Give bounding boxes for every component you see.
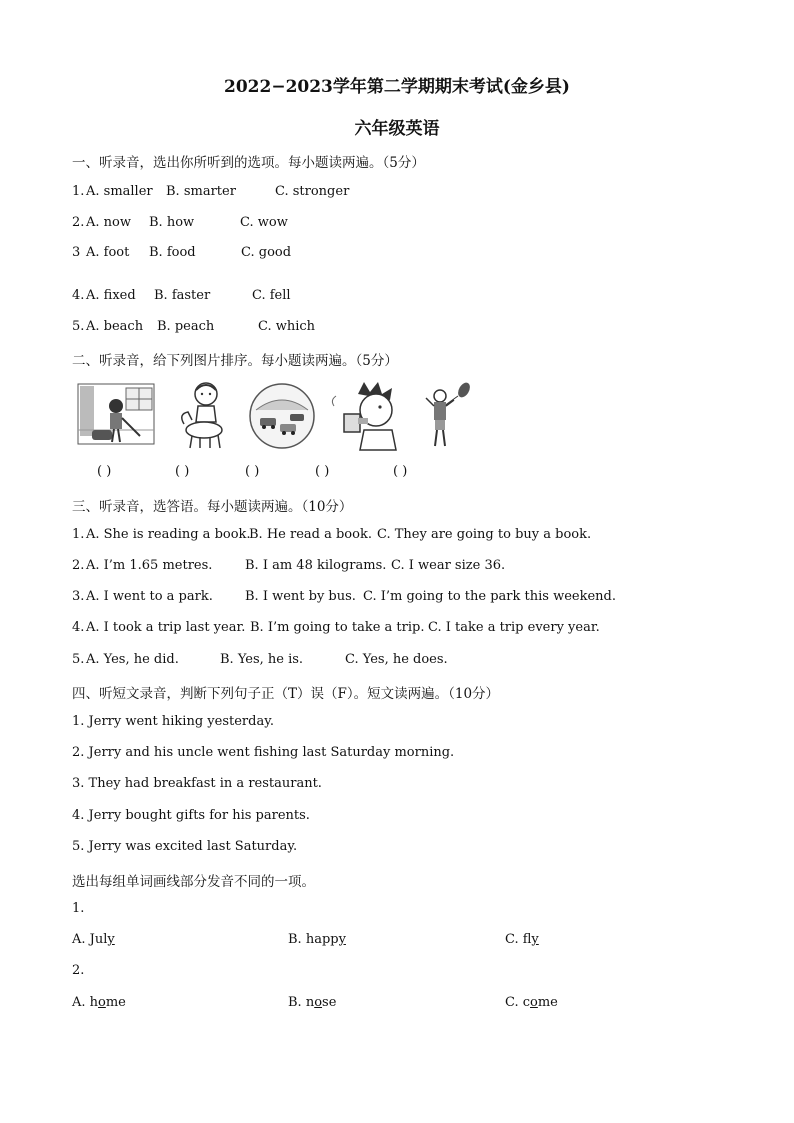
option-c: C. I’m going to the park this weekend. [363, 589, 616, 604]
cars-racing-picture [246, 380, 318, 452]
statement-2: 2. Jerry and his uncle went fishing last Saturday morning. [72, 745, 455, 760]
statement-3: 3. They had breakfast in a restaurant. [72, 776, 322, 791]
question-number: 5. [72, 652, 85, 667]
statement-1: 1. Jerry went hiking yesterday. [72, 714, 274, 729]
option-b: B. Yes, he is. [220, 652, 304, 667]
page-title: 2022−2023学年第二学期期末考试(金乡县) [224, 77, 570, 97]
option-a: A. July [72, 932, 115, 947]
girl-cleaning-floor-picture [76, 380, 158, 452]
option-a: A. I’m 1.65 metres. [86, 558, 213, 573]
boy-with-kite-picture [420, 380, 476, 452]
option-c: C. fly [505, 932, 539, 947]
option-a: A. beach [86, 319, 144, 334]
section-5-heading: 选出每组单词画线部分发音不同的一项。 [72, 874, 315, 890]
option-b: B. He read a book. [249, 527, 372, 542]
statement-4: 4. Jerry bought gifts for his parents. [72, 808, 310, 823]
option-c: C. wow [240, 215, 288, 230]
option-a: A. now [86, 215, 131, 230]
question-number: 3. [72, 589, 85, 604]
option-a: A. foot [86, 245, 130, 260]
option-c: C. Yes, he does. [345, 652, 448, 667]
question-number: 3 [72, 245, 81, 260]
pron-question-2-number: 2. [72, 963, 85, 978]
question-number: 5. [72, 319, 85, 334]
section-4-heading: 四、听短文录音，判断下列句子正（T）误（F）。短文读两遍。（10分） [72, 686, 500, 702]
option-c: C. They are going to buy a book. [377, 527, 592, 542]
section-2-heading: 二、听录音，给下列图片排序。每小题读两遍。（5分） [72, 353, 398, 369]
option-c: C. come [505, 995, 558, 1010]
option-b: B. peach [157, 319, 215, 334]
answer-paren-2[interactable]: ( ) [175, 464, 190, 479]
page-subtitle: 六年级英语 [354, 119, 440, 139]
option-b: B. how [149, 215, 195, 230]
pron-question-1-number: 1. [72, 901, 85, 916]
option-a: A. fixed [86, 288, 136, 303]
option-c: C. I wear size 36. [391, 558, 506, 573]
option-a: A. She is reading a book. [86, 527, 251, 542]
option-a: A. I took a trip last year. [86, 620, 246, 635]
answer-paren-3[interactable]: ( ) [245, 464, 260, 479]
option-c: C. good [241, 245, 292, 260]
boy-drinking-picture [328, 380, 408, 452]
option-c: C. stronger [275, 184, 350, 199]
statement-5: 5. Jerry was excited last Saturday. [72, 839, 298, 854]
option-b: B. I’m going to take a trip. [250, 620, 425, 635]
answer-paren-5[interactable]: ( ) [393, 464, 408, 479]
option-b: B. smarter [166, 184, 236, 199]
section-3-heading: 三、听录音，选答语。每小题读两遍。（10分） [72, 499, 353, 515]
question-number: 4. [72, 288, 85, 303]
option-b: B. faster [154, 288, 211, 303]
option-a: A. smaller [86, 184, 153, 199]
option-b: B. I went by bus. [245, 589, 356, 604]
option-b: B. I am 48 kilograms. [245, 558, 387, 573]
question-number: 4. [72, 620, 85, 635]
option-c: C. I take a trip every year. [428, 620, 600, 635]
option-b: B. happy [288, 932, 346, 947]
option-a: A. Yes, he did. [86, 652, 179, 667]
answer-paren-4[interactable]: ( ) [315, 464, 330, 479]
option-b: B. food [149, 245, 196, 260]
option-c: C. fell [252, 288, 291, 303]
question-number: 1. [72, 184, 85, 199]
option-a: A. I went to a park. [86, 589, 213, 604]
answer-paren-1[interactable]: ( ) [97, 464, 112, 479]
option-c: C. which [258, 319, 316, 334]
question-number: 1. [72, 527, 85, 542]
option-a: A. home [72, 995, 126, 1010]
option-b: B. nose [288, 995, 337, 1010]
girl-riding-toy-horse-picture [170, 380, 236, 452]
question-number: 2. [72, 558, 85, 573]
question-number: 2. [72, 215, 85, 230]
section-1-heading: 一、听录音，选出你所听到的选项。每小题读两遍。（5分） [72, 155, 425, 171]
